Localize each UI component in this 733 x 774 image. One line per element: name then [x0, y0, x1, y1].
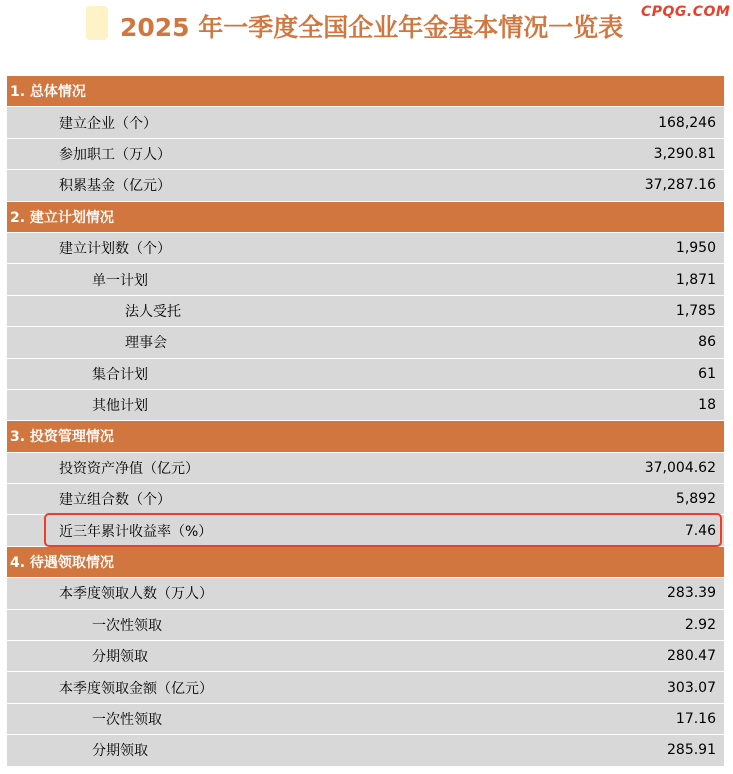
- row-value: 168,246: [658, 114, 716, 131]
- table-row: [7, 389, 724, 420]
- row-label: 其他计划: [92, 398, 148, 415]
- row-label: 近三年累计收益率（%）: [59, 523, 213, 540]
- row-label: 一次性领取: [92, 617, 162, 634]
- row-value: 86: [698, 334, 716, 351]
- row-value: 17.16: [675, 711, 716, 727]
- table-row: [7, 263, 724, 294]
- row-label: 理事会: [125, 335, 167, 352]
- table-row: [7, 169, 724, 200]
- row-value: 2.92: [684, 616, 716, 633]
- section-header: [7, 546, 724, 577]
- summary-table: [7, 75, 724, 766]
- section-title: 4. 待遇领取情况: [10, 555, 114, 572]
- row-value: 280.47: [667, 648, 716, 665]
- row-label: 本季度领取人数（万人）: [59, 586, 213, 603]
- title-decoration: [86, 6, 108, 40]
- row-value: 18: [698, 397, 716, 414]
- row-value: 283.39: [667, 585, 716, 602]
- row-label: 分期领取: [92, 743, 148, 760]
- table-row: [7, 106, 724, 137]
- table-row: [7, 734, 724, 765]
- row-value: 1,785: [675, 302, 716, 319]
- table-row: [7, 138, 724, 169]
- row-value: 37,287.16: [644, 177, 716, 194]
- row-value: 3,290.81: [653, 145, 716, 162]
- row-label: 投资资产净值（亿元）: [59, 460, 199, 477]
- table-row: [7, 483, 724, 514]
- table-row: [7, 326, 724, 357]
- row-label: 建立组合数（个）: [59, 492, 171, 509]
- table-row: [7, 358, 724, 389]
- row-label: 建立计划数（个）: [59, 241, 171, 258]
- row-label: 单一计划: [92, 272, 148, 289]
- table-row: [7, 452, 724, 483]
- table-row: [7, 295, 724, 326]
- table-row: [7, 671, 724, 702]
- section-title: 3. 投资管理情况: [10, 429, 114, 446]
- section-header: [7, 75, 724, 106]
- table-row: [7, 232, 724, 263]
- row-label: 分期领取: [92, 649, 148, 666]
- row-value: 5,892: [675, 491, 716, 508]
- page-title: 2025 年一季度全国企业年金基本情况一览表: [120, 13, 624, 42]
- row-label: 一次性领取: [92, 712, 162, 728]
- row-label: 建立企业（个）: [59, 115, 157, 132]
- row-value: 1,950: [675, 240, 716, 257]
- row-label: 本季度领取金额（亿元）: [59, 680, 213, 697]
- table-row: [7, 703, 724, 734]
- title-area: [0, 0, 733, 60]
- row-value: 285.91: [667, 742, 716, 759]
- table-row: [7, 640, 724, 671]
- section-title: 1. 总体情况: [10, 84, 86, 101]
- row-value: 7.46: [684, 522, 716, 539]
- section-header: [7, 201, 724, 232]
- row-value: 37,004.62: [644, 459, 716, 476]
- section-title: 2. 建立计划情况: [10, 209, 114, 226]
- row-label: 集合计划: [92, 366, 148, 383]
- table-row: [7, 609, 724, 640]
- row-label: 参加职工（万人）: [59, 146, 171, 163]
- watermark: CPQG.COM: [641, 4, 731, 20]
- section-header: [7, 420, 724, 451]
- row-label: 积累基金（亿元）: [59, 178, 171, 195]
- row-value: 303.07: [667, 679, 716, 696]
- row-label: 法人受托: [125, 303, 181, 320]
- table-row: [7, 577, 724, 608]
- row-value: 1,871: [675, 271, 716, 288]
- table-row: [7, 514, 724, 545]
- row-value: 61: [698, 365, 716, 382]
